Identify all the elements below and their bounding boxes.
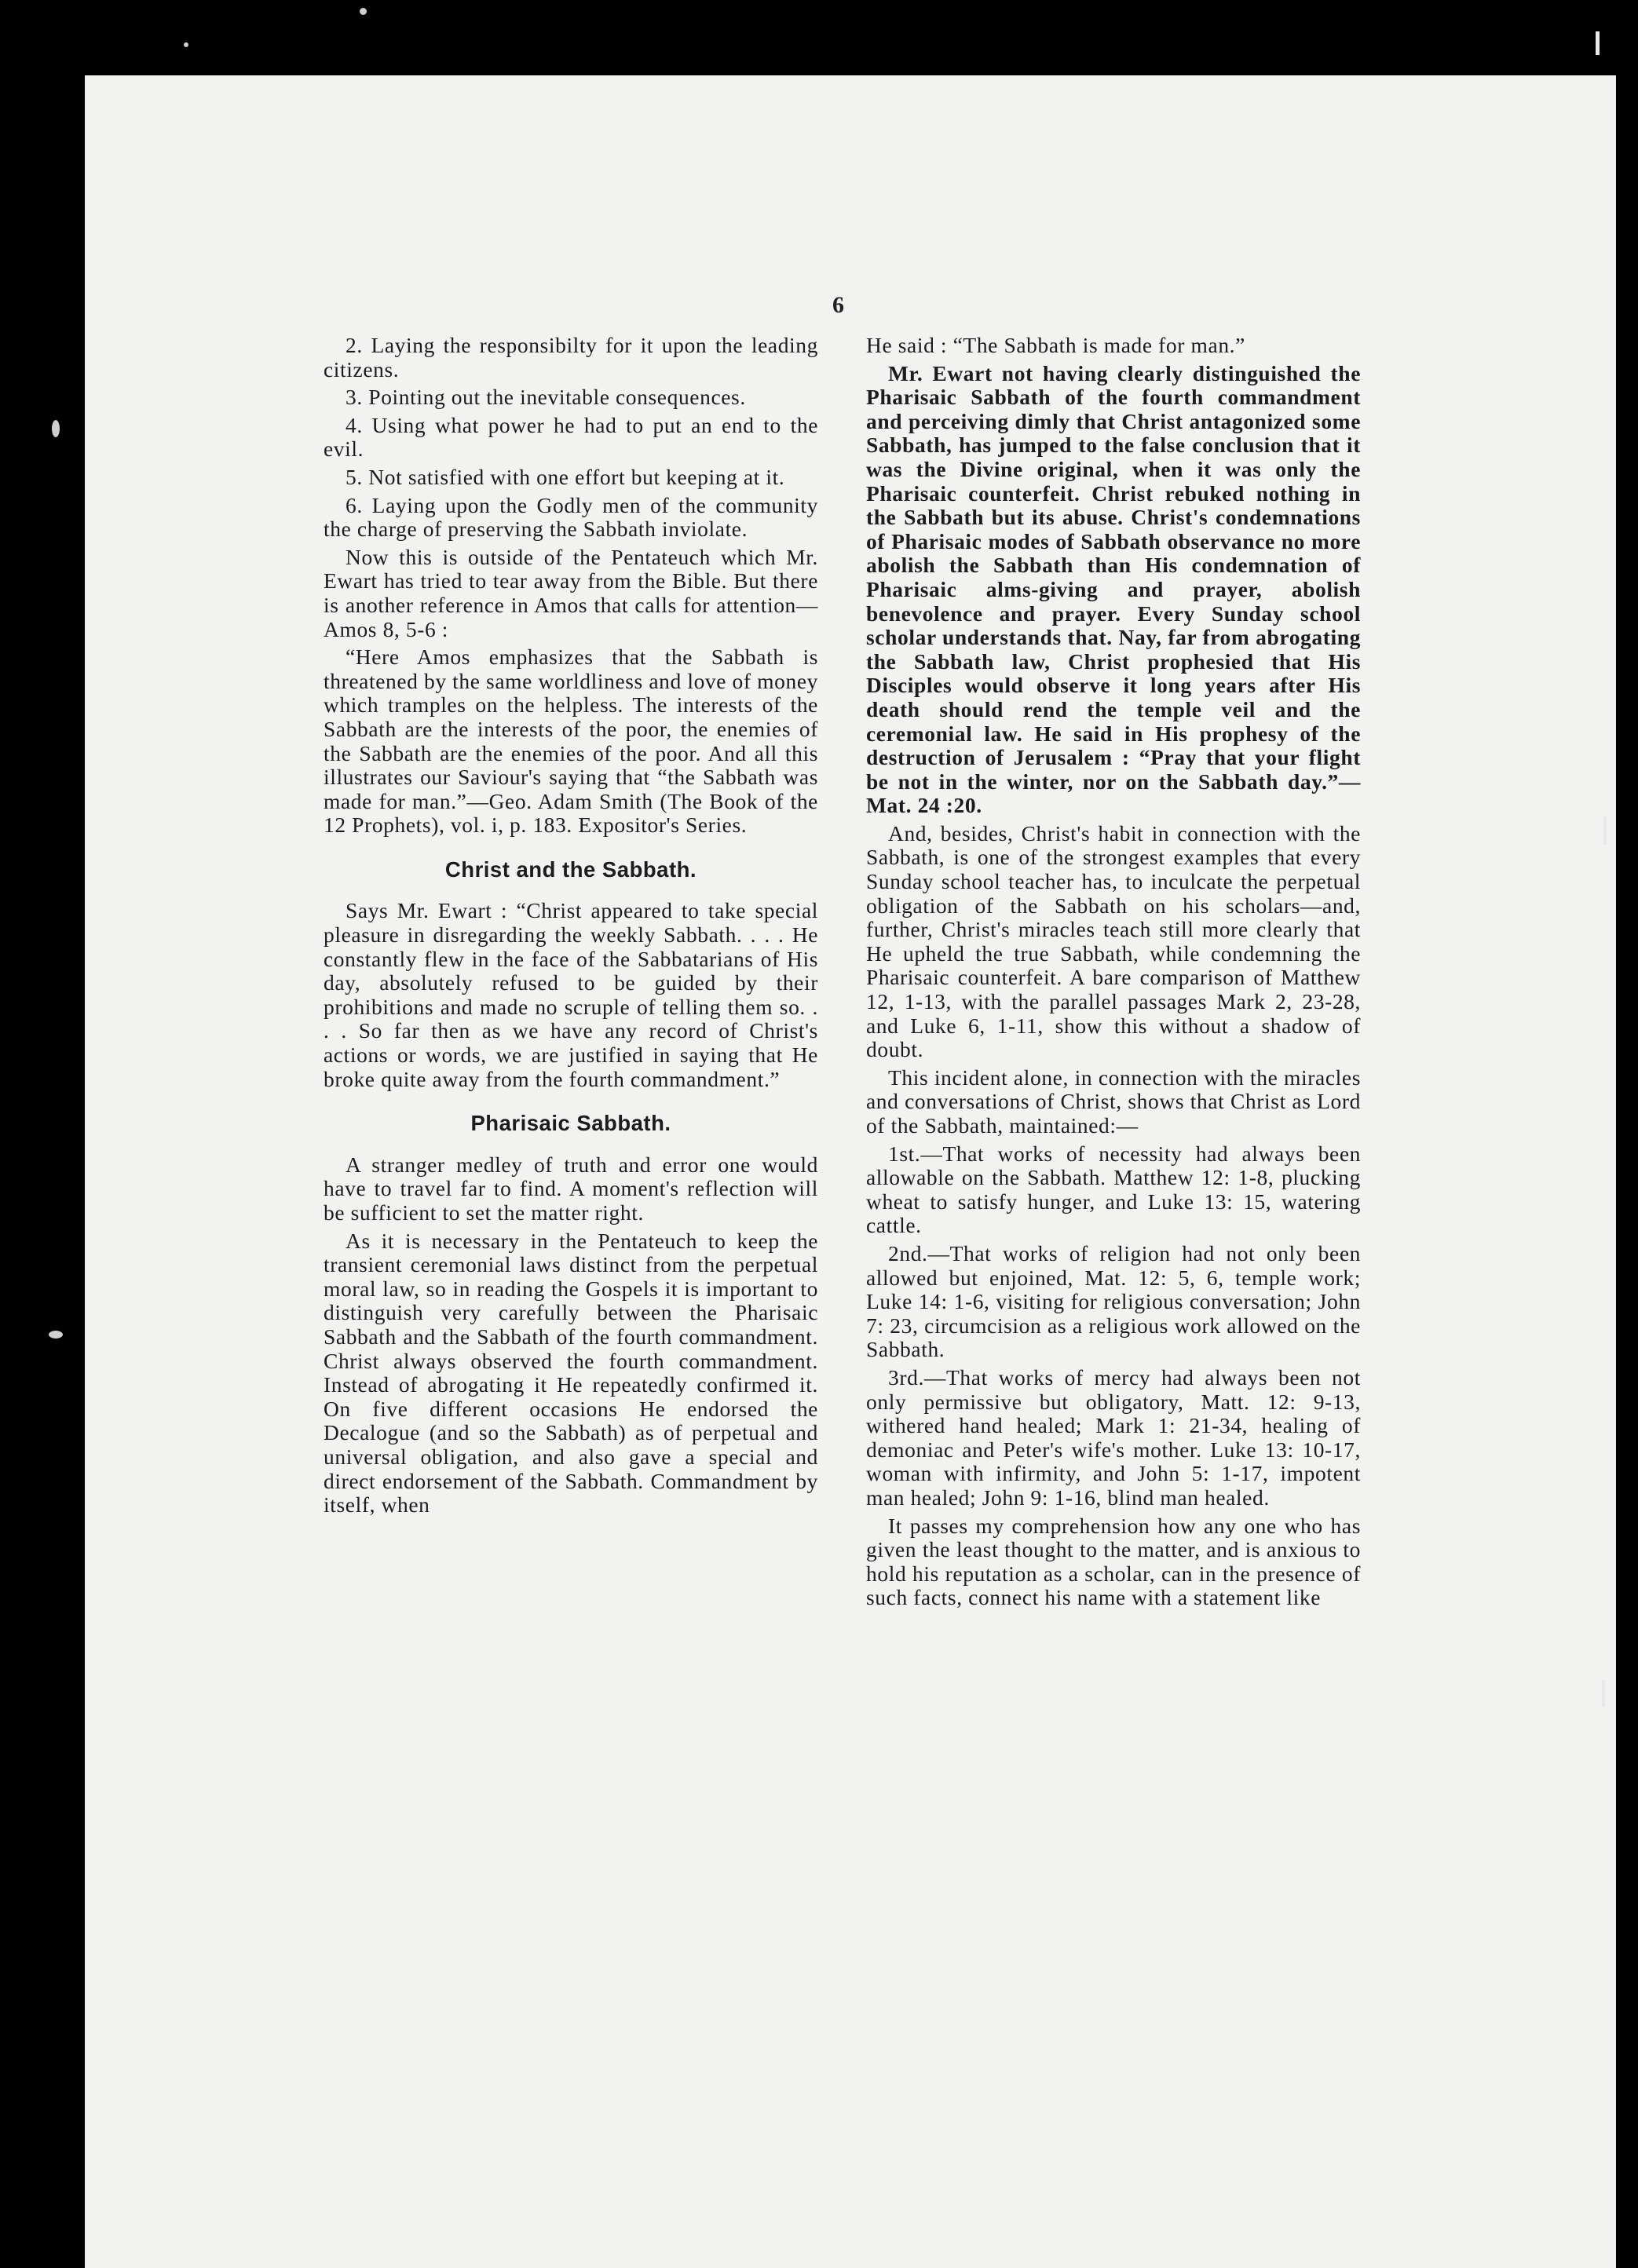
scan-mark bbox=[1602, 1680, 1605, 1707]
paragraph-passes-comprehension: It passes my comprehension how any one who has given the least thought to the matter, and is anxious to hold his reputation as a scholar, can in the presence of such facts, connect his name with a statement like bbox=[866, 1513, 1361, 1610]
list-item: 5. Not satisfied with one effort but keeping at it. bbox=[346, 464, 785, 489]
heading-pharisaic-sabbath: Pharisaic Sabbath. bbox=[470, 1111, 671, 1136]
point-second: 2nd.—That works of religion had not only been allowed but enjoined, Mat. 12: 5, 6, temple work; Luke 14: 1-6, visiting for religious conversation; John 7: 23, circumcision as a religious work allowed on the Sabbath. bbox=[866, 1240, 1361, 1362]
paragraph-stranger-medley: A stranger medley of truth and error one would have to travel far to find. A moment's reflection will be sufficient to set the matter right. bbox=[324, 1152, 818, 1225]
paragraph-says-ewart: Says Mr. Ewart : “Christ appeared to take special pleasure in disregarding the weekly Sabbath. . . . He constantly flew in the face of the Sabbatarians of His day, absolutely refused to be guided by their prohibitions and made no scruple of telling them so. . . . So far then as we have any record of Christ's actions or words, we are justified in saying that He broke quite away from the fourth commandment.” bbox=[324, 898, 818, 1091]
scan-speck bbox=[184, 42, 188, 47]
paragraph-ewart-not-distinguishing: Mr. Ewart not having clearly distinguished the Pharisaic Sabbath of the fourth commandment and perceiving dimly that Christ antagonized some Sabbath, has jumped to the false conclusion that it was the Divine original, when it was only the Pharisaic counterfeit. Christ rebuked nothing in the Sabbath but its abuse. Christ's condemnations of Pharisaic modes of Sabbath observance no more abolish the Sabbath than His condemnation of Pharisaic alms-giving and prayer, abolish benevolence and prayer. Every Sunday school scholar understands that. Nay, far from abrogating the Sabbath law, Christ prophesied that His Disciples would observe it long years after His death should rend the temple veil and the ceremonial law. He said in His prophesy of the destruction of Jerusalem : “Pray that your flight be not in the winter, nor on the Sabbath day.”—Mat. 24 :20. bbox=[866, 360, 1361, 818]
list-item: 2. Laying the responsibilty for it upon the leading citizens. bbox=[324, 333, 818, 382]
paragraph-necessary: As it is necessary in the Pentateuch to keep the transient ceremonial laws distinct from the perpetual moral law, so in reading the Gospels it is important to distinguish very carefully between the Pharisaic Sabbath and the Sabbath of the fourth commandment. Christ always observed the fourth commandment. Instead of abrogating it He repeatedly confirmed it. On five different occasions He endorsed the Decalogue (and so the Sabbath) as of perpetual and universal obligation, and also gave a special and direct endorsement of the Sabbath. Commandment by itself, when bbox=[324, 1228, 818, 1517]
scan-speck bbox=[49, 1331, 63, 1339]
scan-speck bbox=[52, 420, 60, 437]
point-first: 1st.—That works of necessity had always been allowable on the Sabbath. Matthew 12: 1-8, plucking wheat to satisfy hunger, and Luke 13: 15, watering cattle. bbox=[866, 1141, 1361, 1238]
list-item: 3. Pointing out the inevitable consequences. bbox=[346, 385, 746, 410]
scan-mark bbox=[1596, 31, 1600, 55]
point-third: 3rd.—That works of mercy had always been not only permissive but obligatory, Matt. 12: 9-13, withered hand healed; Mark 1: 21-34, healing of demoniac and Peter's wife's mother. Luke 13: 10-17, woman with infirmity, and John 5: 1-17, impotent man healed; John 9: 1-16, blind man healed. bbox=[866, 1364, 1361, 1510]
document-page bbox=[85, 75, 1616, 2268]
list-item: 6. Laying upon the Godly men of the community the charge of preserving the Sabbath inviolate. bbox=[324, 492, 818, 542]
heading-christ-and-sabbath: Christ and the Sabbath. bbox=[444, 856, 697, 882]
scan-mark bbox=[1603, 816, 1607, 845]
list-item: 4. Using what power he had to put an end to the evil. bbox=[324, 412, 818, 462]
page-number: 6 bbox=[832, 292, 844, 318]
scan-speck bbox=[360, 8, 367, 15]
right-column bbox=[866, 334, 1361, 1614]
paragraph-pentateuch: Now this is outside of the Pentateuch which Mr. Ewart has tried to tear away from the Bible. But there is another reference in Amos that calls for attention—Amos 8, 5-6 : bbox=[324, 544, 818, 641]
paragraph-incident: This incident alone, in connection with the miracles and conversations of Christ, shows that Christ as Lord of the Sabbath, maintained:— bbox=[866, 1065, 1361, 1138]
paragraph-continued: He said : “The Sabbath is made for man.” bbox=[866, 333, 1245, 357]
paragraph-besides: And, besides, Christ's habit in connection with the Sabbath, is one of the strongest examples that every Sunday school teacher has, to inculcate the perpetual obligation of the Sabbath on his scholars—and, further, Christ's miracles teach still more clearly that He upheld the true Sabbath, while condemning the Pharisaic counterfeit. A bare comparison of Matthew 12, 1-13, with the parallel passages Mark 2, 23-28, and Luke 6, 1-11, show this without a shadow of doubt. bbox=[866, 820, 1361, 1062]
left-column bbox=[324, 334, 818, 1521]
quote-amos: “Here Amos emphasizes that the Sabbath is threatened by the same worldliness and love of money which tramples on the helpless. The interests of the Sabbath are the interests of the poor, the enemies of the Sabbath are the enemies of the poor. And all this illustrates our Saviour's saying that “the Sabbath was made for man.”—Geo. Adam Smith (The Book of the 12 Prophets), vol. i, p. 183. Expositor's Series. bbox=[324, 645, 818, 838]
